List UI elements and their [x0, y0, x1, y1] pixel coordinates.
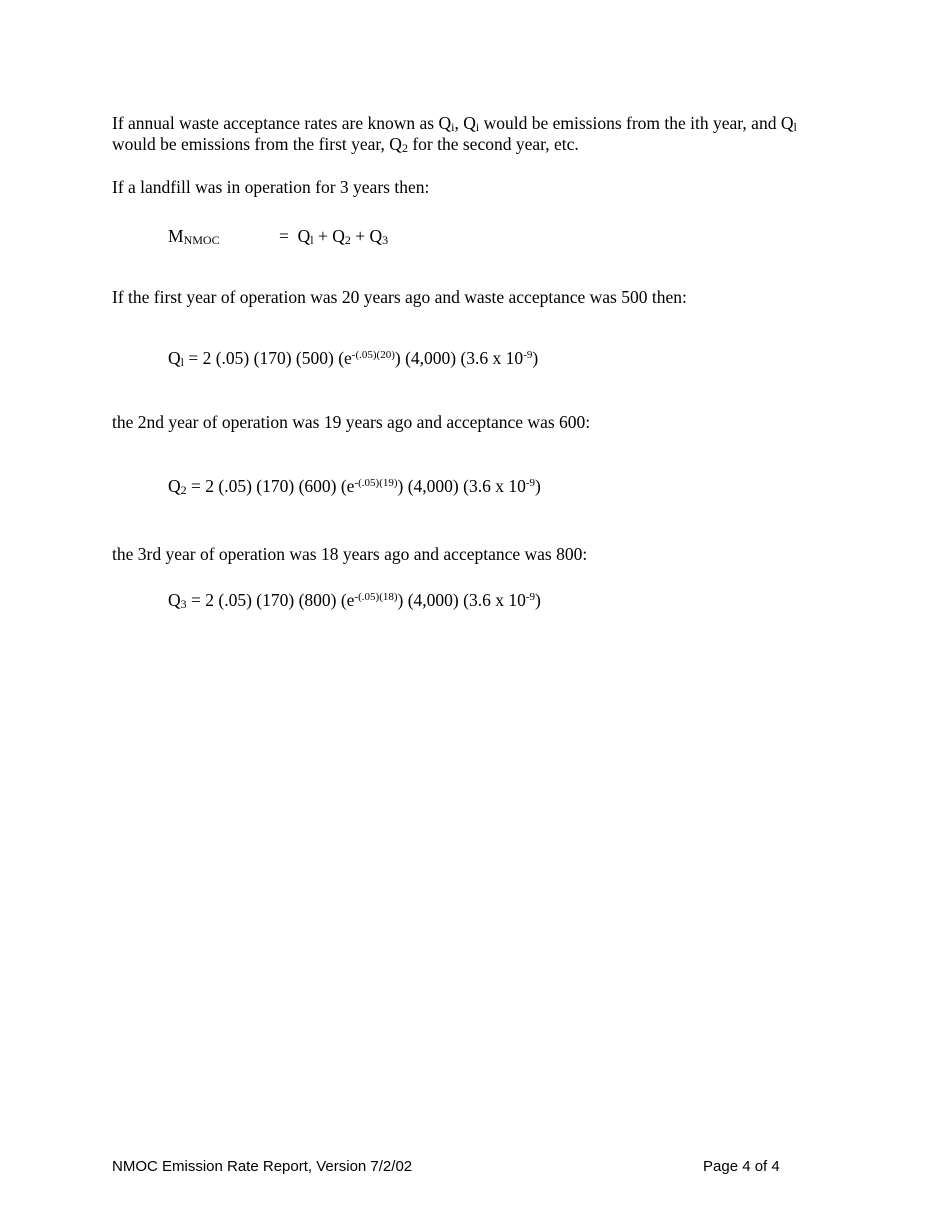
intro-text: would be emissions from the first year, Q [112, 134, 402, 154]
subscript: NMOC [183, 233, 220, 247]
intro-text: , Q [454, 113, 476, 133]
footer-title: NMOC Emission Rate Report, Version 7/2/02 [112, 1158, 413, 1175]
m-nmoc-lhs [168, 226, 220, 247]
footer-page-number: Page 4 of 4 [703, 1158, 780, 1175]
equation-body: = 2 (.05) (170) (600) (e [186, 476, 355, 496]
subscript: 2 [401, 141, 408, 155]
year2-equation [168, 476, 541, 497]
equation-body: ) (4,000) (3.6 x 10 [397, 476, 526, 496]
intro-text: If annual waste acceptance rates are known as Q [112, 113, 452, 133]
equation-symbol: Q [168, 348, 181, 368]
equation-body: ) (4,000) (3.6 x 10 [397, 590, 526, 610]
equation-body: ) [532, 348, 539, 368]
subscript: 2 [180, 483, 187, 497]
intro-text: would be emissions from the ith year, and Q [479, 113, 794, 133]
equation-body: = 2 (.05) (170) (500) (e [183, 348, 352, 368]
intro-text: for the second year, etc. [407, 134, 579, 154]
three-years-text: If a landfill was in operation for 3 years then: [112, 177, 430, 197]
plus-sign: + [355, 226, 366, 246]
equation-symbol: Q [332, 226, 345, 246]
superscript: -(.05)(20) [351, 349, 395, 361]
equals-sign: = [279, 226, 289, 246]
superscript: -(.05)(18) [354, 591, 398, 603]
year3-text: the 3rd year of operation was 18 years ago and acceptance was 800: [112, 544, 588, 564]
subscript: l [180, 355, 184, 369]
equation-body: = 2 (.05) (170) (800) (e [186, 590, 355, 610]
superscript: -9 [523, 349, 533, 361]
year1-text: If the first year of operation was 20 years ago and waste acceptance was 500 then: [112, 287, 687, 307]
equation-body: ) [535, 476, 541, 496]
equation-symbol: M [168, 226, 184, 246]
subscript: l [793, 120, 797, 134]
year3-equation [168, 590, 541, 611]
subscript: 2 [344, 233, 351, 247]
intro-line-1 [112, 113, 797, 134]
subscript: l [310, 233, 314, 247]
subscript: i [475, 120, 480, 134]
subscript: i [451, 120, 455, 134]
superscript: -9 [525, 591, 536, 603]
subscript: 3 [180, 597, 187, 611]
year2-text: the 2nd year of operation was 19 years ago and acceptance was 600: [112, 412, 591, 432]
equation-symbol: Q [369, 226, 383, 246]
equation-body: ) (4,000) (3.6 x 10 [394, 348, 524, 368]
superscript: -(.05)(19) [354, 477, 398, 489]
m-nmoc-rhs [279, 226, 388, 247]
equation-symbol: Q [168, 590, 181, 610]
year1-equation [168, 348, 538, 369]
equation-symbol: Q [168, 476, 181, 496]
equation-symbol: Q [297, 226, 311, 246]
superscript: -9 [525, 477, 536, 489]
subscript: 3 [382, 233, 389, 247]
intro-line-2 [112, 134, 579, 155]
equation-body: ) [535, 590, 541, 610]
plus-sign: + [317, 226, 328, 246]
